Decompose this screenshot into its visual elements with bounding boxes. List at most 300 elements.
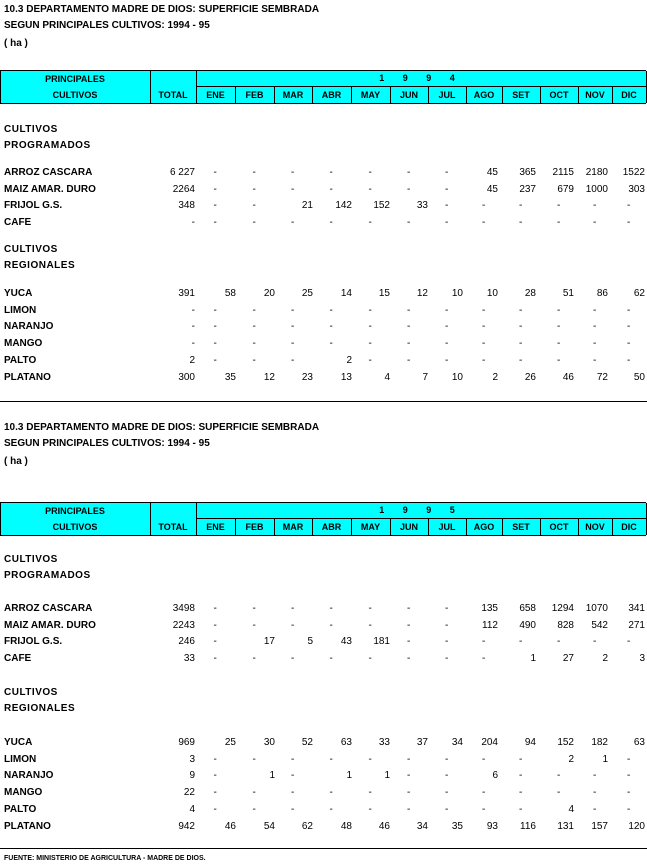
month-cell: - <box>291 167 295 178</box>
month-cell: - <box>593 338 597 350</box>
month-cell: 21 <box>301 200 313 212</box>
month-cell: 3 <box>639 653 645 665</box>
table-row <box>0 735 647 751</box>
crop-name: YUCA <box>4 288 33 299</box>
month-cell: 1 <box>602 753 608 765</box>
month-cell: - <box>368 304 372 316</box>
header-divider <box>196 518 646 519</box>
header-cultivos-label: CULTIVOS <box>52 90 98 100</box>
month-cell: - <box>627 304 631 316</box>
month-cell: 25 <box>224 737 236 748</box>
header-month: AGO <box>473 90 495 100</box>
month-cell: - <box>557 217 561 229</box>
month-cell: - <box>329 653 333 665</box>
month-cell: - <box>368 354 372 366</box>
month-cell: 15 <box>378 288 390 299</box>
group-label: CULTIVOS <box>4 687 58 698</box>
month-cell: - <box>213 321 217 333</box>
section-subtitle: SEGUN PRINCIPALES CULTIVOS: 1994 - 95 <box>4 20 210 31</box>
month-cell: - <box>213 787 217 799</box>
table-row <box>0 165 647 181</box>
month-cell: 25 <box>301 288 313 299</box>
table-row <box>0 618 647 634</box>
month-cell: - <box>291 787 295 799</box>
month-cell: - <box>252 183 256 195</box>
section-title: 10.3 DEPARTAMENTO MADRE DE DIOS: SUPERFICIE SEMBRADA <box>4 4 320 15</box>
month-cell: - <box>593 770 597 782</box>
month-cell: - <box>557 770 561 782</box>
month-cell: 23 <box>301 371 313 383</box>
crop-name: CAFE <box>4 653 32 665</box>
month-cell: 2115 <box>552 167 574 178</box>
month-cell: - <box>519 354 523 366</box>
month-cell: - <box>482 354 486 366</box>
table-row <box>0 182 647 198</box>
table-row <box>0 651 647 667</box>
month-cell: - <box>482 321 486 333</box>
table-row <box>0 819 647 835</box>
month-cell: - <box>368 803 372 815</box>
month-cell: 1 <box>346 770 352 782</box>
month-cell: 62 <box>301 820 313 832</box>
crop-name: LIMON <box>4 753 37 765</box>
month-cell: - <box>445 338 449 350</box>
month-cell: 94 <box>524 737 536 748</box>
month-cell: - <box>445 183 449 195</box>
month-cell: 4 <box>384 371 390 383</box>
crop-name: MAIZ AMAR. DURO <box>4 619 96 631</box>
month-cell: 2 <box>568 753 574 765</box>
crop-name: MANGO <box>4 787 43 799</box>
table-row <box>0 215 647 231</box>
month-cell: 303 <box>628 183 645 195</box>
month-cell: 12 <box>263 371 275 383</box>
month-cell: - <box>593 200 597 212</box>
month-cell: - <box>368 653 372 665</box>
month-cell: - <box>519 217 523 229</box>
total-cell: 969 <box>178 737 195 748</box>
month-cell: 45 <box>486 183 498 195</box>
table-header <box>0 502 646 536</box>
month-cell: 1000 <box>585 183 608 195</box>
month-cell: - <box>329 304 333 316</box>
header-year: 1 9 9 4 <box>379 73 463 83</box>
month-cell: 26 <box>524 371 536 383</box>
header-month: FEB <box>245 90 264 100</box>
header-month: MAR <box>282 90 304 100</box>
total-cell: 22 <box>183 787 195 799</box>
month-cell: - <box>557 338 561 350</box>
crop-name: MANGO <box>4 338 43 350</box>
month-cell: 5 <box>307 636 313 648</box>
month-cell: - <box>329 183 333 195</box>
month-cell: - <box>445 217 449 229</box>
month-cell: 490 <box>519 619 536 631</box>
month-cell: 13 <box>340 371 352 383</box>
month-cell: - <box>213 636 217 648</box>
total-cell: - <box>191 304 195 316</box>
month-cell: 1294 <box>551 603 574 614</box>
month-cell: - <box>329 338 333 350</box>
month-cell: - <box>213 803 217 815</box>
month-cell: - <box>482 338 486 350</box>
header-month: DIC <box>621 522 637 532</box>
month-cell: - <box>252 354 256 366</box>
table-row <box>0 370 647 386</box>
month-cell: - <box>291 770 295 782</box>
month-cell: - <box>445 304 449 316</box>
month-cell: 10 <box>486 288 498 299</box>
month-cell: - <box>407 321 411 333</box>
header-month: JUN <box>399 90 418 100</box>
month-cell: - <box>368 753 372 765</box>
month-cell: - <box>329 321 333 333</box>
header-month: ABR <box>321 90 342 100</box>
month-cell: - <box>329 603 333 614</box>
month-cell: - <box>445 354 449 366</box>
table-row <box>0 634 647 650</box>
table-row <box>0 785 647 801</box>
month-cell: 152 <box>557 737 574 748</box>
month-cell: 46 <box>224 820 236 832</box>
month-cell: - <box>627 753 631 765</box>
month-cell: - <box>627 321 631 333</box>
group-label: CULTIVOS <box>4 244 58 255</box>
month-cell: - <box>407 167 411 178</box>
header-month: MAY <box>360 522 381 532</box>
month-cell: - <box>482 753 486 765</box>
month-cell: - <box>368 787 372 799</box>
month-cell: - <box>445 636 449 648</box>
month-cell: 86 <box>596 288 608 299</box>
month-cell: - <box>627 803 631 815</box>
table-row <box>0 601 647 617</box>
header-month: ENE <box>206 90 225 100</box>
month-cell: - <box>252 321 256 333</box>
month-cell: 30 <box>263 737 275 748</box>
crop-name: YUCA <box>4 737 33 748</box>
month-cell: - <box>252 217 256 229</box>
month-cell: - <box>213 653 217 665</box>
month-cell: 679 <box>557 183 574 195</box>
month-cell: 10 <box>451 371 463 383</box>
table-row <box>0 286 647 302</box>
month-cell: - <box>407 603 411 614</box>
month-cell: 2 <box>492 371 498 383</box>
month-cell: - <box>445 603 449 614</box>
month-cell: 33 <box>416 200 428 212</box>
month-cell: - <box>519 304 523 316</box>
month-cell: - <box>407 217 411 229</box>
header-month: OCT <box>549 522 569 532</box>
month-cell: 135 <box>481 603 498 614</box>
month-cell: - <box>213 217 217 229</box>
month-cell: - <box>291 338 295 350</box>
month-cell: 62 <box>633 288 645 299</box>
header-month: JUN <box>399 522 418 532</box>
total-cell: 9 <box>189 770 195 782</box>
group-label: CULTIVOS <box>4 124 58 135</box>
month-cell: - <box>291 619 295 631</box>
month-cell: - <box>557 200 561 212</box>
month-cell: 20 <box>263 288 275 299</box>
total-cell: 246 <box>178 636 195 648</box>
month-cell: - <box>445 770 449 782</box>
month-cell: 48 <box>340 820 352 832</box>
month-cell: - <box>482 787 486 799</box>
month-cell: - <box>291 183 295 195</box>
header-cultivos-label: PRINCIPALES <box>45 506 105 516</box>
unit-label: ( ha ) <box>4 38 28 49</box>
month-cell: - <box>213 167 217 178</box>
header-month: JUL <box>438 522 456 532</box>
month-cell: - <box>593 321 597 333</box>
header-month: OCT <box>549 90 569 100</box>
month-cell: - <box>407 636 411 648</box>
month-cell: - <box>291 321 295 333</box>
month-cell: 28 <box>524 288 536 299</box>
month-cell: - <box>445 200 449 212</box>
month-cell: - <box>407 787 411 799</box>
month-cell: 14 <box>340 288 352 299</box>
month-cell: - <box>252 603 256 614</box>
month-cell: 365 <box>519 167 536 178</box>
month-cell: - <box>445 803 449 815</box>
total-cell: 2 <box>189 354 195 366</box>
month-cell: 12 <box>416 288 428 299</box>
month-cell: 7 <box>422 371 428 383</box>
crop-name: PLATANO <box>4 820 51 832</box>
header-month: ABR <box>321 522 342 532</box>
month-cell: 204 <box>481 737 498 748</box>
month-cell: - <box>329 619 333 631</box>
month-cell: - <box>368 603 372 614</box>
month-cell: - <box>482 304 486 316</box>
crop-name: NARANJO <box>4 321 54 333</box>
month-cell: - <box>407 753 411 765</box>
crop-name: MAIZ AMAR. DURO <box>4 183 96 195</box>
header-month: AGO <box>473 522 495 532</box>
total-cell: - <box>191 321 195 333</box>
month-cell: - <box>407 354 411 366</box>
month-cell: - <box>519 787 523 799</box>
month-cell: - <box>627 217 631 229</box>
month-cell: - <box>482 200 486 212</box>
month-cell: - <box>593 803 597 815</box>
group-label: REGIONALES <box>4 260 76 271</box>
month-cell: 1 <box>269 770 275 782</box>
month-cell: - <box>557 636 561 648</box>
header-month: JUL <box>438 90 456 100</box>
month-cell: 341 <box>628 603 645 614</box>
total-cell: 348 <box>178 200 195 212</box>
month-cell: - <box>291 603 295 614</box>
month-cell: - <box>627 200 631 212</box>
month-cell: - <box>368 321 372 333</box>
month-cell: 34 <box>416 820 428 832</box>
month-cell: - <box>627 354 631 366</box>
header-month: MAR <box>282 522 304 532</box>
month-cell: - <box>291 753 295 765</box>
month-cell: 182 <box>591 737 608 748</box>
table-row <box>0 303 647 319</box>
total-cell: 2264 <box>172 183 195 195</box>
section-rule <box>0 848 647 849</box>
total-cell: 3 <box>189 753 195 765</box>
month-cell: - <box>482 217 486 229</box>
month-cell: - <box>407 183 411 195</box>
header-divider <box>196 86 646 87</box>
crop-name: FRIJOL G.S. <box>4 636 63 648</box>
table-row <box>0 802 647 818</box>
total-cell: 942 <box>178 820 195 832</box>
month-cell: - <box>213 753 217 765</box>
month-cell: - <box>329 787 333 799</box>
month-cell: - <box>252 753 256 765</box>
group-label: CULTIVOS <box>4 554 58 565</box>
header-total-label: TOTAL <box>158 90 188 100</box>
unit-label: ( ha ) <box>4 456 28 467</box>
month-cell: 35 <box>224 371 236 383</box>
month-cell: - <box>557 321 561 333</box>
month-cell: 271 <box>628 619 645 631</box>
month-cell: - <box>252 338 256 350</box>
month-cell: - <box>593 304 597 316</box>
month-cell: - <box>368 619 372 631</box>
month-cell: - <box>593 636 597 648</box>
month-cell: - <box>557 787 561 799</box>
month-cell: 181 <box>373 636 390 648</box>
month-cell: - <box>519 770 523 782</box>
month-cell: - <box>482 803 486 815</box>
table-row <box>0 319 647 335</box>
month-cell: 542 <box>591 619 608 631</box>
month-cell: 2 <box>602 653 608 665</box>
month-cell: - <box>407 803 411 815</box>
month-cell: 63 <box>340 737 352 748</box>
month-cell: 658 <box>519 603 536 614</box>
month-cell: 1 <box>530 653 536 665</box>
month-cell: 43 <box>340 636 352 648</box>
table-row <box>0 752 647 768</box>
header-month: SET <box>512 90 530 100</box>
month-cell: 63 <box>633 737 645 748</box>
month-cell: - <box>627 787 631 799</box>
source-footer: FUENTE: MINISTERIO DE AGRICULTURA - MADRE DE DIOS. <box>4 855 206 862</box>
month-cell: - <box>593 354 597 366</box>
month-cell: 27 <box>562 653 574 665</box>
section-subtitle: SEGUN PRINCIPALES CULTIVOS: 1994 - 95 <box>4 438 210 449</box>
month-cell: - <box>213 603 217 614</box>
table-row <box>0 336 647 352</box>
crop-name: PALTO <box>4 803 37 815</box>
month-cell: 58 <box>224 288 236 299</box>
header-month: ENE <box>206 522 225 532</box>
month-cell: - <box>407 653 411 665</box>
month-cell: - <box>291 803 295 815</box>
month-cell: - <box>519 753 523 765</box>
month-cell: 45 <box>486 167 498 178</box>
header-month: FEB <box>245 522 264 532</box>
month-cell: - <box>329 217 333 229</box>
table-section <box>0 418 647 850</box>
month-cell: 237 <box>519 183 536 195</box>
table-header <box>0 70 646 104</box>
month-cell: 52 <box>301 737 313 748</box>
month-cell: 1070 <box>585 603 608 614</box>
month-cell: - <box>213 200 217 212</box>
month-cell: - <box>252 619 256 631</box>
month-cell: - <box>252 167 256 178</box>
month-cell: 72 <box>596 371 608 383</box>
month-cell: - <box>291 354 295 366</box>
section-rule <box>0 401 647 402</box>
month-cell: 10 <box>451 288 463 299</box>
month-cell: - <box>519 338 523 350</box>
month-cell: - <box>519 636 523 648</box>
month-cell: 828 <box>557 619 574 631</box>
section-title: 10.3 DEPARTAMENTO MADRE DE DIOS: SUPERFICIE SEMBRADA <box>4 422 320 433</box>
month-cell: 35 <box>451 820 463 832</box>
month-cell: 6 <box>492 770 498 782</box>
month-cell: 152 <box>373 200 390 212</box>
crop-name: PALTO <box>4 354 37 366</box>
month-cell: 112 <box>482 619 498 631</box>
header-month: NOV <box>585 90 605 100</box>
month-cell: - <box>557 354 561 366</box>
total-cell: 300 <box>178 371 195 383</box>
table-section <box>0 0 647 402</box>
month-cell: 1522 <box>622 167 645 178</box>
month-cell: - <box>519 803 523 815</box>
total-cell: 3498 <box>172 603 195 614</box>
month-cell: 2180 <box>585 167 608 178</box>
month-cell: - <box>252 304 256 316</box>
month-cell: 17 <box>263 636 275 648</box>
month-cell: - <box>252 787 256 799</box>
month-cell: - <box>627 636 631 648</box>
header-month: SET <box>512 522 530 532</box>
month-cell: - <box>519 321 523 333</box>
table-row <box>0 198 647 214</box>
month-cell: - <box>329 753 333 765</box>
month-cell: 50 <box>633 371 645 383</box>
month-cell: - <box>445 787 449 799</box>
month-cell: - <box>213 183 217 195</box>
month-cell: - <box>368 183 372 195</box>
total-cell: - <box>191 217 195 229</box>
month-cell: 51 <box>562 288 574 299</box>
month-cell: 131 <box>557 820 574 832</box>
month-cell: - <box>329 167 333 178</box>
header-cultivos-label: PRINCIPALES <box>45 74 105 84</box>
month-cell: - <box>407 338 411 350</box>
month-cell: - <box>445 753 449 765</box>
month-cell: - <box>213 770 217 782</box>
header-month: MAY <box>360 90 381 100</box>
crop-name: CAFE <box>4 217 32 229</box>
crop-name: FRIJOL G.S. <box>4 200 63 212</box>
month-cell: 116 <box>520 820 536 832</box>
month-cell: 2 <box>346 354 352 366</box>
month-cell: - <box>213 354 217 366</box>
month-cell: - <box>407 770 411 782</box>
total-cell: 4 <box>189 803 195 815</box>
header-total-label: TOTAL <box>158 522 188 532</box>
month-cell: - <box>368 338 372 350</box>
month-cell: - <box>252 200 256 212</box>
header-cultivos-label: CULTIVOS <box>52 522 98 532</box>
